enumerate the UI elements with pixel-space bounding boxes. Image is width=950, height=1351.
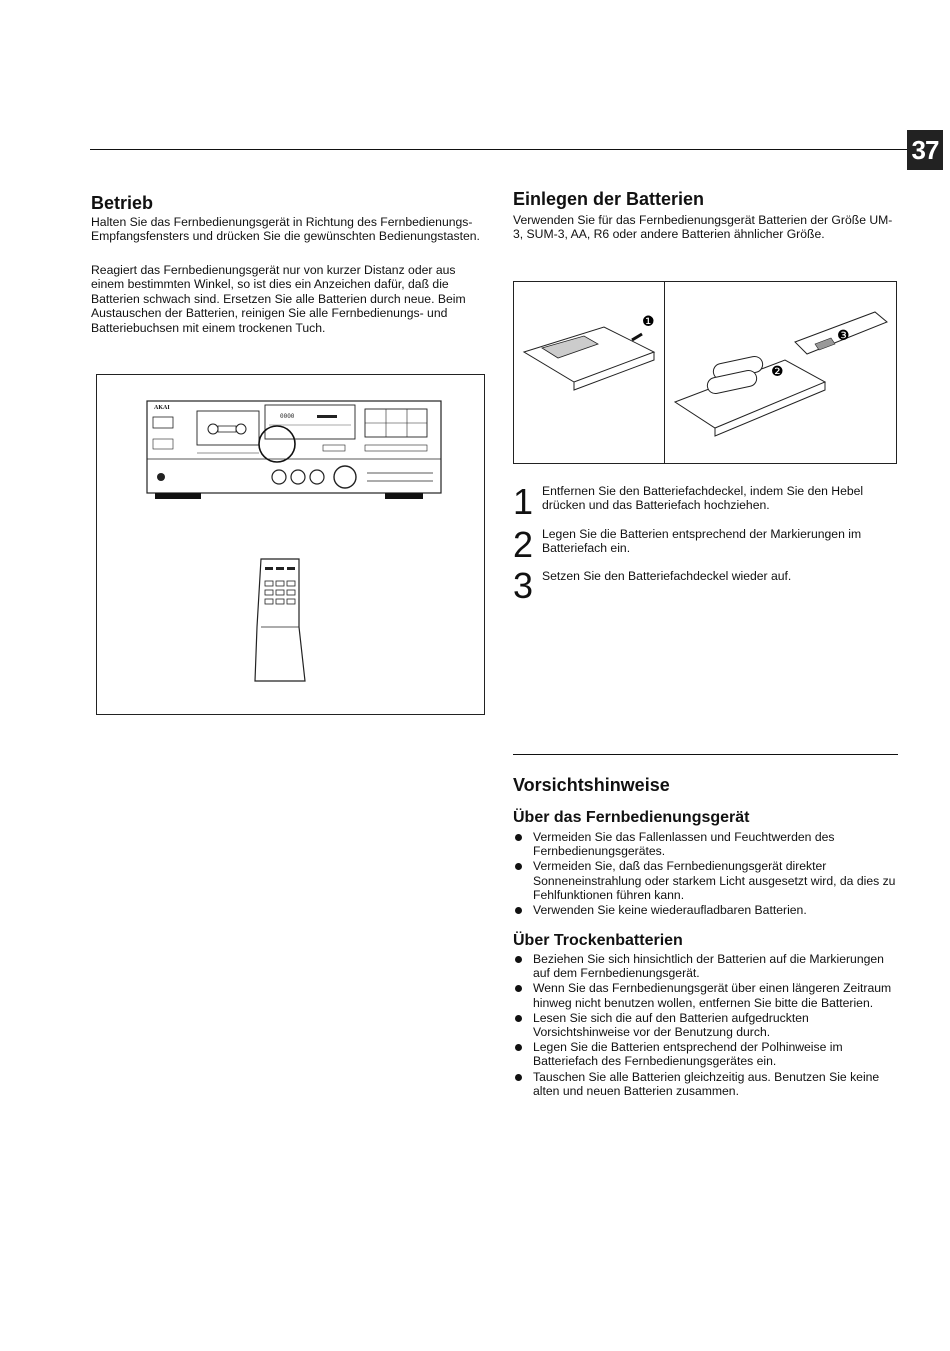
deck-remote-illustration: [96, 374, 485, 715]
list-item: Vermeiden Sie, daß das Fernbedienungsgerät direkter Sonneneinstrahlung oder starkem Licht ausgesetzt wird, da dies zu Fehlfunktionen führen kann.: [513, 859, 898, 902]
cassette-deck-drawing: [145, 397, 445, 532]
battery-insert-drawing: [665, 282, 895, 463]
einlegen-heading: Einlegen der Batterien: [513, 189, 705, 209]
vorsicht-heading: Vorsichtshinweise: [513, 775, 670, 795]
vorsicht-rule: [513, 754, 898, 755]
list-item: Legen Sie die Batterien entsprechend der Polhinweise im Batteriefach des Fernbedienungsgerätes ein.: [513, 1040, 898, 1068]
step-number-1: 1: [513, 481, 534, 522]
list-item: Vermeiden Sie das Fallenlassen und Feuchtwerden des Fernbedienungsgerätes.: [513, 830, 898, 858]
step-text-2: Legen Sie die Batterien entsprechend der Markierungen im Batteriefach ein.: [542, 527, 862, 556]
list-item: Tauschen Sie alle Batterien gleichzeitig aus. Benutzen Sie keine alten und neuen Batterien zusammen.: [513, 1070, 898, 1098]
step-number-3: 3: [513, 565, 534, 606]
remote-control-drawing: [247, 557, 317, 687]
battery-illustration: [513, 281, 897, 464]
list-item: Wenn Sie das Fernbedienungsgerät über einen längeren Zeitraum hinweg nicht benutzen wollen, entfernen Sie bitte die Batterien.: [513, 981, 898, 1009]
remote-cover-drawing: [514, 282, 664, 463]
deck-counter-label: 0000: [280, 413, 295, 420]
vorsicht-list-1: [513, 830, 898, 918]
vorsicht-list-2: [513, 952, 898, 1099]
step-text-1: Entfernen Sie den Batteriefachdeckel, indem Sie den Hebel drücken und das Batteriefach hochziehen.: [542, 484, 864, 513]
list-item: Beziehen Sie sich hinsichtlich der Batterien auf die Markierungen auf dem Fernbedienungsgerät.: [513, 952, 898, 980]
vorsicht-subheading-2: Über Trockenbatterien: [513, 932, 683, 949]
step-number-2: 2: [513, 524, 534, 565]
page-number: 37: [907, 130, 943, 170]
deck-brand-label: AKAI: [154, 405, 170, 411]
list-item: Verwenden Sie keine wiederaufladbaren Batterien.: [513, 903, 898, 917]
top-rule: [90, 149, 908, 150]
einlegen-intro: Verwenden Sie für das Fernbedienungsgerät Batterien der Größe UM-3, SUM-3, AA, R6 oder andere Batterien ähnlicher Größe.: [513, 213, 893, 242]
marker-2: ❷: [771, 364, 784, 380]
betrieb-paragraph-2: Reagiert das Fernbedienungsgerät nur von kurzer Distanz oder aus einem bestimmten Winkel, so ist dies ein Anzeichen dafür, daß die Batterien schwach sind. Ersetzen Sie alle Batterien durch neue. Beim Austauschen der Batterien, reinigen Sie alle Fernbedienungs- und Batteriebuchsen mit einem trockenen Tuch.: [91, 263, 466, 335]
marker-1: ❶: [642, 314, 655, 330]
vorsicht-subheading-1: Über das Fernbedienungsgerät: [513, 809, 750, 826]
betrieb-heading: Betrieb: [91, 193, 154, 213]
step-text-3: Setzen Sie den Batteriefachdeckel wieder auf.: [542, 569, 792, 583]
list-item: Lesen Sie sich die auf den Batterien aufgedruckten Vorsichtshinweise vor der Benutzung durch.: [513, 1011, 898, 1039]
marker-3: ❸: [837, 328, 850, 344]
betrieb-paragraph-1: Halten Sie das Fernbedienungsgerät in Richtung des Fernbedienungs-Empfangsfensters und drücken Sie die gewünschten Bedienungstasten.: [91, 215, 480, 244]
